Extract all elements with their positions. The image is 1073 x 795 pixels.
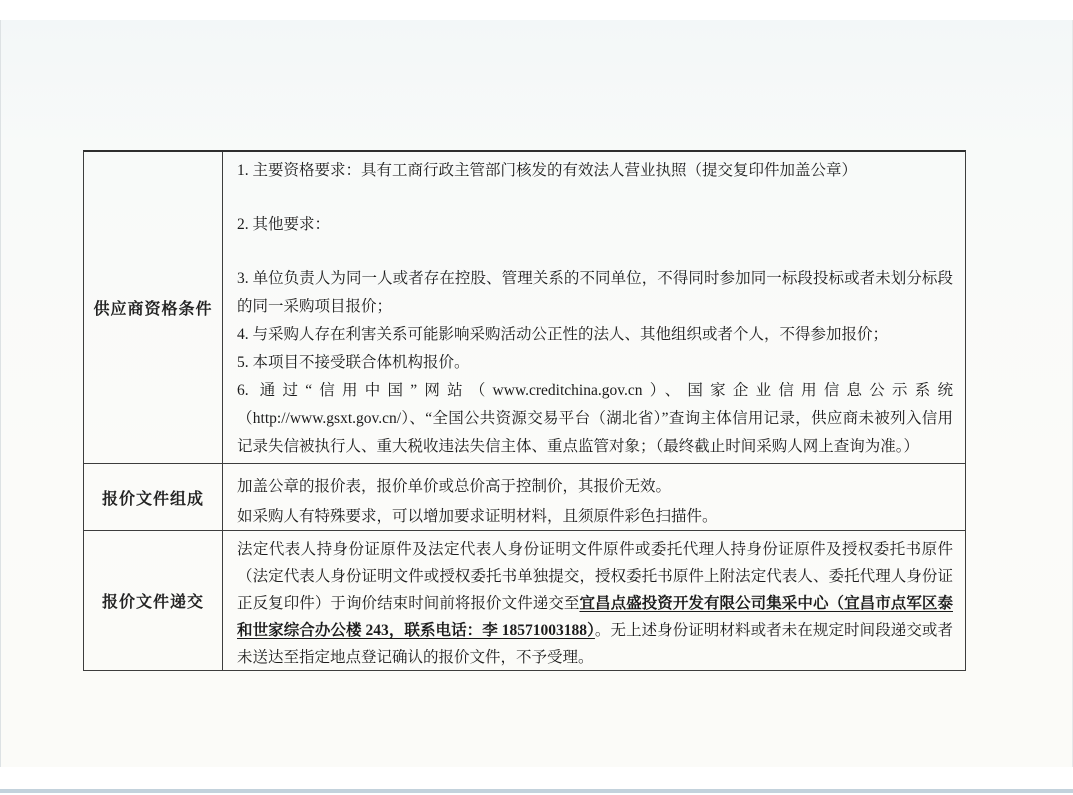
row-content-quotation-submission: [223, 531, 965, 670]
qualification-item-6: 6. 通过“信用中国”网站（www.creditchina.gov.cn）、国家企业信用信息公示系统（http://www.gsxt.gov.cn/）、“全国公共资源交易平台（湖北省）”查询主体信用记录，供应商未被列入信用记录失信被执行人、重大税收违法失信主体、重点监管对象；（最终截止时间采购人网上查询为准。）: [237, 382, 953, 455]
table-row-quotation-submission: [84, 530, 965, 670]
submission-text-after: 。无上述身份证明材料或者未在规定时间段递交或者未送达至指定地点登记确认的报价文件，不予受理。: [237, 622, 953, 666]
row-label-supplier-qualifications: 供应商资格条件: [84, 152, 223, 463]
qualification-item-1: 1. 主要资格要求：具有工商行政主管部门核发的有效法人营业执照（提交复印件加盖公章）: [237, 162, 858, 179]
row-label-quotation-composition: 报价文件组成: [84, 464, 223, 530]
submission-text-before: 法定代表人持身份证原件及法定代表人身份证明文件原件或委托代理人持身份证原件及授权委托书原件（法定代表人身份证明文件或授权委托书单独提交，授权委托书原件上附法定代表人、委托代理人身份证正反复印件）于询价结束时间前将报价文件递交至: [237, 541, 953, 612]
table-row-quotation-composition: [84, 463, 965, 530]
procurement-notice-table: [83, 150, 966, 671]
composition-line-1: 加盖公章的报价表，报价单价或总价高于控制价，其报价无效。: [237, 478, 672, 495]
submission-address-underlined: 宜昌点盛投资开发有限公司集采中心（宜昌市点军区泰和世家综合办公楼 243，联系电话：李 18571003188）: [237, 595, 953, 639]
scan-page: [0, 20, 1073, 767]
row-label-quotation-submission: 报价文件递交: [84, 531, 223, 670]
row-content-quotation-composition: [223, 464, 965, 530]
qualification-item-5: 5. 本项目不接受联合体机构报价。: [237, 354, 470, 371]
composition-line-2: 如采购人有特殊要求，可以增加要求证明材料，且须原件彩色扫描件。: [237, 508, 718, 525]
qualification-item-3: 3. 单位负责人为同一人或者存在控股、管理关系的不同单位，不得同时参加同一标段投标或者未划分标段的同一采购项目报价；: [237, 270, 953, 315]
qualification-item-4: 4. 与采购人存在利害关系可能影响采购活动公正性的法人、其他组织或者个人，不得参加报价；: [237, 326, 889, 343]
page-bottom-edge: [0, 789, 1073, 793]
table-row-supplier-qualifications: [84, 152, 965, 463]
row-content-supplier-qualifications: [223, 152, 965, 463]
qualification-item-2: 2. 其他要求：: [237, 216, 331, 233]
